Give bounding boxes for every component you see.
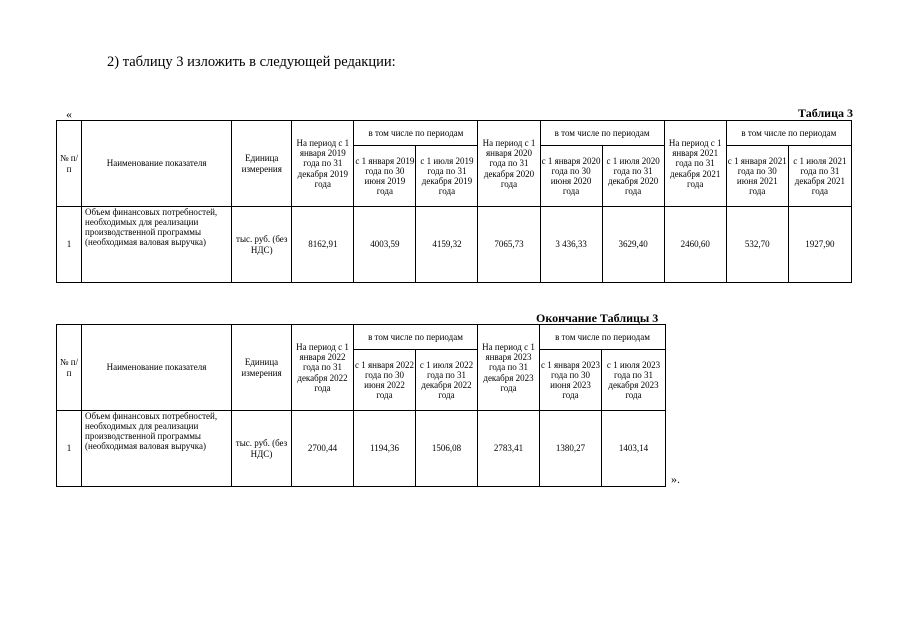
indicator-name: Объем финансовых потребностей, необходимых для реализации производственной программы (необходимая валовая выручка) (82, 411, 232, 487)
first-half-header: с 1 января 2022 года по 30 июня 2022 года (354, 350, 416, 411)
unit-value: тыс. руб. (без НДС) (232, 411, 292, 487)
table2-caption: Окончание Таблицы 3 (536, 311, 659, 325)
value-cell: 1506,08 (416, 411, 478, 487)
value-cell: 1403,14 (602, 411, 666, 487)
year-total-header: На период с 1 января 2023 года по 31 декабря 2023 года (478, 325, 540, 411)
opening-quote: « (66, 107, 72, 121)
indicator-name: Объем финансовых потребностей, необходимых для реализации производственной программы (необходимая валовая выручка) (82, 207, 232, 283)
value-cell: 1194,36 (354, 411, 416, 487)
amendment-heading: 2) таблицу 3 изложить в следующей редакции: (107, 54, 396, 70)
value-cell: 2700,44 (292, 411, 354, 487)
value-cell: 4003,59 (354, 207, 416, 283)
unit-header: Единица измерения (232, 121, 292, 207)
num-header: № п/п (57, 325, 82, 411)
unit-header: Единица измерения (232, 325, 292, 411)
second-half-header: с 1 июля 2020 года по 31 декабря 2020 года (602, 146, 664, 207)
second-half-header: с 1 июля 2021 года по 31 декабря 2021 года (788, 146, 851, 207)
second-half-header: с 1 июля 2019 года по 31 декабря 2019 года (416, 146, 478, 207)
value-cell: 3629,40 (602, 207, 664, 283)
value-cell: 3 436,33 (540, 207, 602, 283)
row-number: 1 (57, 411, 82, 487)
financial-table-1 (56, 120, 852, 283)
unit-value: тыс. руб. (без НДС) (232, 207, 292, 283)
closing-quote: ». (671, 472, 680, 486)
indicator-name-header: Наименование показателя (82, 121, 232, 207)
indicator-name-header: Наименование показателя (82, 325, 232, 411)
first-half-header: с 1 января 2020 года по 30 июня 2020 года (540, 146, 602, 207)
subperiods-header: в том числе по периодам (540, 325, 666, 350)
subperiods-header: в том числе по периодам (726, 121, 851, 146)
subperiods-header: в том числе по периодам (354, 121, 478, 146)
value-cell: 1380,27 (540, 411, 602, 487)
second-half-header: с 1 июля 2022 года по 31 декабря 2022 года (416, 350, 478, 411)
year-total-header: На период с 1 января 2022 года по 31 декабря 2022 года (292, 325, 354, 411)
table1-caption: Таблица 3 (798, 106, 853, 120)
first-half-header: с 1 января 2021 года по 30 июня 2021 года (726, 146, 788, 207)
value-cell: 4159,32 (416, 207, 478, 283)
second-half-header: с 1 июля 2023 года по 31 декабря 2023 года (602, 350, 666, 411)
table2-header-row-1 (57, 325, 666, 350)
first-half-header: с 1 января 2023 года по 30 июня 2023 года (540, 350, 602, 411)
table-row (57, 411, 666, 487)
year-total-header: На период с 1 января 2021 года по 31 декабря 2021 года (664, 121, 726, 207)
table-row (57, 207, 852, 283)
first-half-header: с 1 января 2019 года по 30 июня 2019 года (354, 146, 416, 207)
year-total-header: На период с 1 января 2020 года по 31 декабря 2020 года (478, 121, 540, 207)
value-cell: 532,70 (726, 207, 788, 283)
year-total-header: На период с 1 января 2019 года по 31 декабря 2019 года (292, 121, 354, 207)
value-cell: 1927,90 (788, 207, 851, 283)
financial-table-2 (56, 324, 666, 487)
row-number: 1 (57, 207, 82, 283)
subperiods-header: в том числе по периодам (354, 325, 478, 350)
subperiods-header: в том числе по периодам (540, 121, 664, 146)
table1-header-row-1 (57, 121, 852, 146)
value-cell: 2460,60 (664, 207, 726, 283)
value-cell: 8162,91 (292, 207, 354, 283)
value-cell: 2783,41 (478, 411, 540, 487)
value-cell: 7065,73 (478, 207, 540, 283)
num-header: № п/п (57, 121, 82, 207)
